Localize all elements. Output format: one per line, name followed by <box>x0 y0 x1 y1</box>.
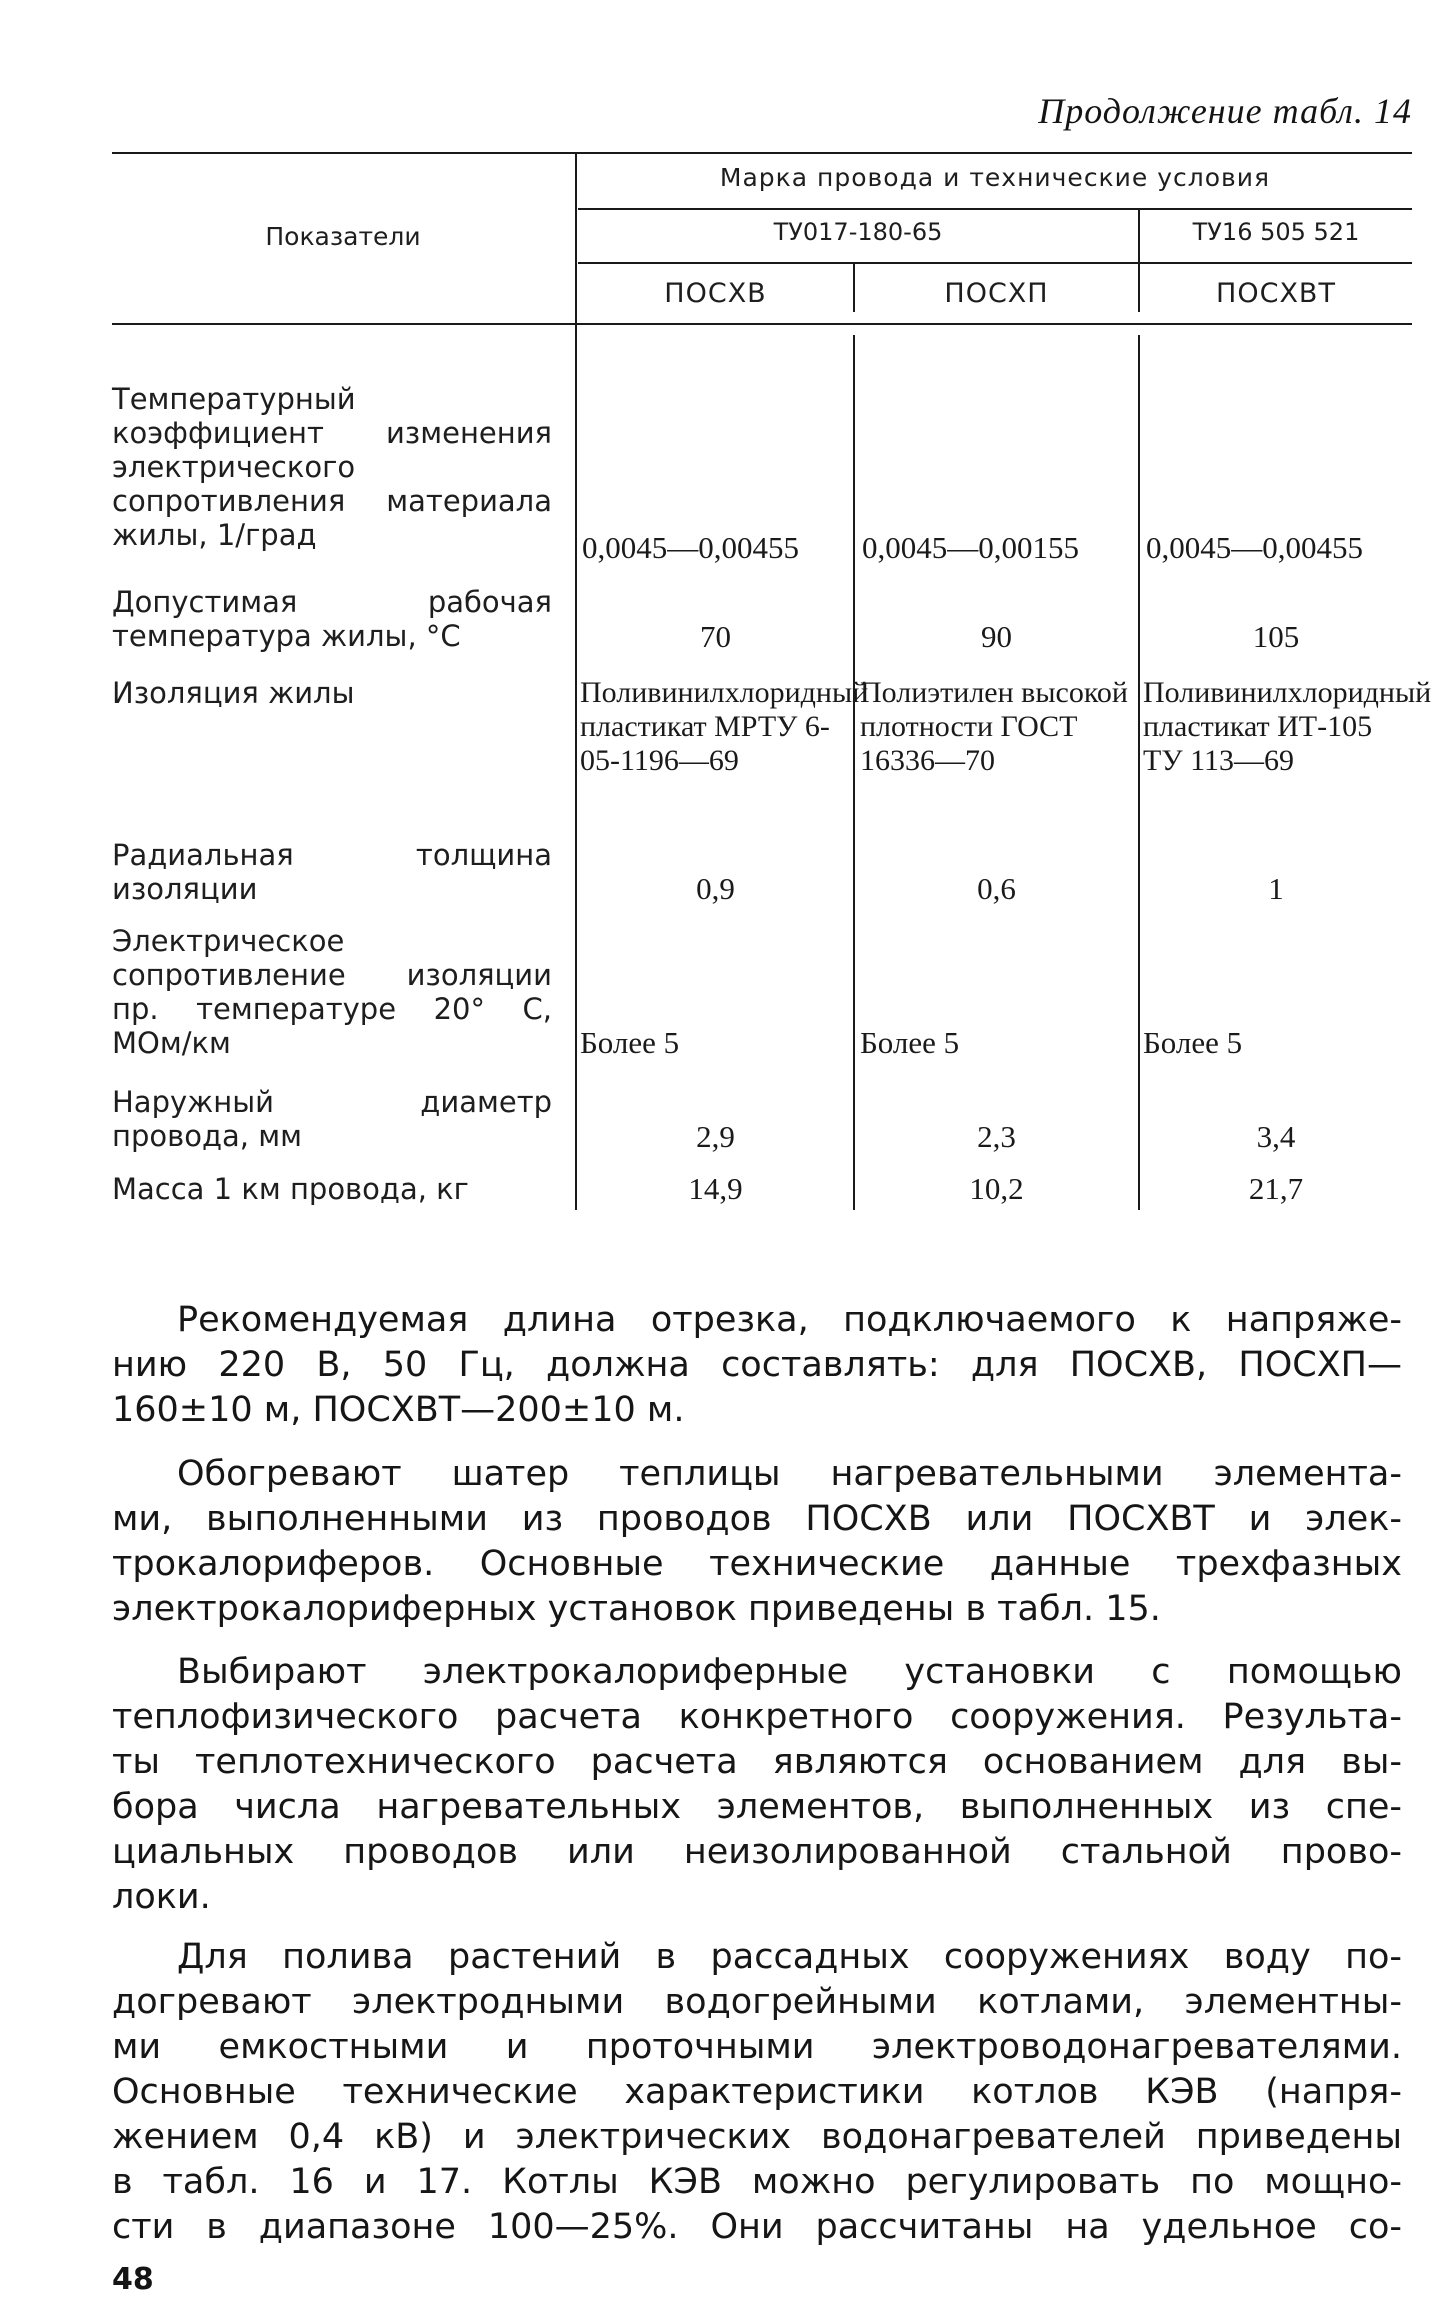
row-label-mass: Масса 1 км провода, кг <box>112 1172 469 1206</box>
paragraph-line: нию 220 В, 50 Гц, должна составлять: для ПОСХВ, ПОСХП— <box>112 1345 1402 1385</box>
cell-mass-3: 21,7 <box>1248 1171 1304 1206</box>
paragraph-heater-selection <box>112 1650 1402 1920</box>
paragraph-line: теплофизического расчета конкретного сооружения. Результа- <box>112 1697 1402 1737</box>
cell-diameter-1: 2,9 <box>696 1119 735 1154</box>
cell-temp-coeff-1: 0,0045—0,00455 <box>582 530 799 565</box>
paragraph-line: ми, выполненными из проводов ПОСХВ или ПОСХВТ и элек- <box>112 1499 1402 1539</box>
header-rule-2 <box>578 262 1412 264</box>
cell-insulation-1: Поливинилхлоридный пластикат МРТУ 6-05-1196—69 <box>580 676 869 777</box>
header-wire-1: ПОСХВ <box>664 278 767 309</box>
paragraph-line: электрокалориферных установок приведены в табл. 15. <box>112 1589 1161 1629</box>
paragraph-line: ми емкостными и проточными электроводонагревателями. <box>112 2027 1402 2067</box>
paragraph-line: трокалориферов. Основные технические данные трехфазных <box>112 1544 1402 1584</box>
paragraph-line: локи. <box>112 1877 211 1917</box>
header-wire-2: ПОСХП <box>944 278 1049 309</box>
header-bottom-rule <box>112 323 1412 325</box>
paragraph-line: догревают электродными водогрейными котлами, элементны- <box>112 1982 1402 2022</box>
cell-diameter-2: 2,3 <box>977 1119 1016 1154</box>
header-brand-conditions: Марка провода и технические условия <box>719 163 1271 192</box>
cell-resistance-1: Более 5 <box>580 1025 680 1060</box>
row-label-outer-diameter: Наружный диаметр провода, мм <box>112 1085 552 1153</box>
paragraph-water-heating <box>112 1935 1402 2250</box>
cell-working-temp-2: 90 <box>981 619 1012 654</box>
paragraph-line: Основные технические характеристики котлов КЭВ (напря- <box>112 2072 1402 2112</box>
row-label-insulation-resistance: Электрическое сопротивление изоляции пр. температуре 20° С, МОм/км <box>112 924 552 1060</box>
paragraph-line: Для полива растений в рассадных сооружениях воду по- <box>177 1937 1402 1977</box>
cell-mass-1: 14,9 <box>688 1171 743 1206</box>
cell-temp-coeff-3: 0,0045—0,00455 <box>1146 530 1363 565</box>
cell-working-temp-1: 70 <box>700 619 731 654</box>
paragraph-line: 160±10 м, ПОСХВТ—200±10 м. <box>112 1390 685 1430</box>
row-label-working-temp: Допустимая рабочая температура жилы, °С <box>112 585 552 653</box>
table-caption: Продолжение табл. 14 <box>1038 91 1412 131</box>
table-top-rule <box>112 152 1412 154</box>
paragraph-line: Обогревают шатер теплицы нагревательными элемента- <box>177 1454 1402 1494</box>
header-rule-1 <box>578 208 1412 210</box>
cell-resistance-3: Более 5 <box>1143 1025 1243 1060</box>
cell-thickness-3: 1 <box>1268 871 1284 906</box>
cell-thickness-2: 0,6 <box>977 871 1016 906</box>
paragraph-line: жением 0,4 кВ) и электрических водонагревателей приведены <box>112 2117 1402 2157</box>
paragraph-line: циальных проводов или неизолированной стальной прово- <box>112 1832 1402 1872</box>
paragraph-greenhouse-heating <box>112 1452 1402 1632</box>
paragraph-line: Выбирают электрокалориферные установки с помощью <box>177 1652 1402 1692</box>
row-label-insulation: Изоляция жилы <box>112 676 355 710</box>
cell-insulation-3: Поливинилхлоридный пластикат ИТ-105 ТУ 113—69 <box>1143 676 1432 777</box>
paragraph-line: Рекомендуемая длина отрезка, подключаемого к напряже- <box>177 1300 1402 1340</box>
col-rule-1 <box>575 152 577 1210</box>
cell-working-temp-3: 105 <box>1252 619 1300 654</box>
paragraph-line: в табл. 16 и 17. Котлы КЭВ можно регулировать по мощно- <box>112 2162 1402 2202</box>
paragraph-line: ты теплотехнического расчета являются основанием для вы- <box>112 1742 1402 1782</box>
paragraph-line: бора числа нагревательных элементов, выполненных из спе- <box>112 1787 1402 1827</box>
cell-resistance-2: Более 5 <box>860 1025 960 1060</box>
header-indicators: Показатели <box>265 222 421 251</box>
header-spec-2: ТУ16 505 521 <box>1192 218 1360 246</box>
cell-temp-coeff-2: 0,0045—0,00155 <box>862 530 1079 565</box>
cell-thickness-1: 0,9 <box>696 871 735 906</box>
cell-diameter-3: 3,4 <box>1256 1119 1296 1154</box>
paragraph-recommended-length <box>112 1298 1402 1433</box>
page-number: 48 <box>112 2262 154 2297</box>
row-label-temp-coefficient: Температурный коэффициент изменения электрического сопротивления материала жилы, 1/град <box>112 382 552 552</box>
header-wire-3: ПОСХВТ <box>1216 278 1336 309</box>
paragraph-line: сти в диапазоне 100—25%. Они рассчитаны на удельное со- <box>112 2207 1402 2247</box>
col-rule-2 <box>853 335 855 1210</box>
cell-mass-2: 10,2 <box>969 1171 1024 1206</box>
cell-insulation-2: Полиэтилен высокой плотности ГОСТ 16336—70 <box>860 676 1128 777</box>
col-rule-3 <box>1138 335 1140 1210</box>
header-spec-1: ТУ017-180-65 <box>773 218 943 246</box>
row-label-radial-thickness: Радиальная толщина изоляции <box>112 838 552 906</box>
